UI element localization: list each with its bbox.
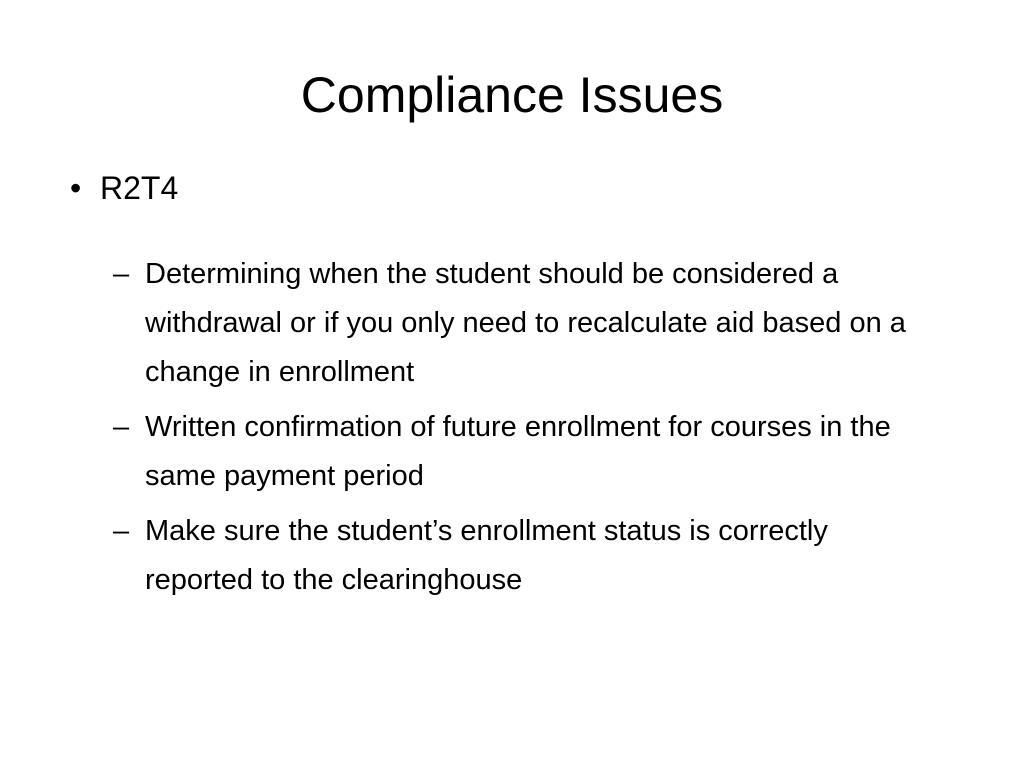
bullet-marker: •: [70, 170, 82, 206]
sub-bullet-item: [113, 250, 933, 397]
sub-bullet-item: [113, 507, 933, 605]
sub-bullet-text: Written confirmation of future enrollment for courses in the same payment period: [145, 411, 891, 492]
sub-bullet-item: [113, 403, 933, 501]
bullet-text: R2T4: [100, 170, 179, 206]
sub-bullet-marker: –: [113, 515, 130, 547]
sub-bullet-text: Make sure the student’s enrollment status is correctly reported to the clearinghouse: [145, 515, 828, 596]
sub-bullet-text: Determining when the student should be considered a withdrawal or if you only need to recalculate aid based on a change in enrollment: [145, 258, 906, 388]
sub-bullet-marker: –: [113, 411, 130, 443]
slide-title: Compliance Issues: [300, 67, 724, 123]
sub-bullet-marker: –: [113, 258, 130, 290]
